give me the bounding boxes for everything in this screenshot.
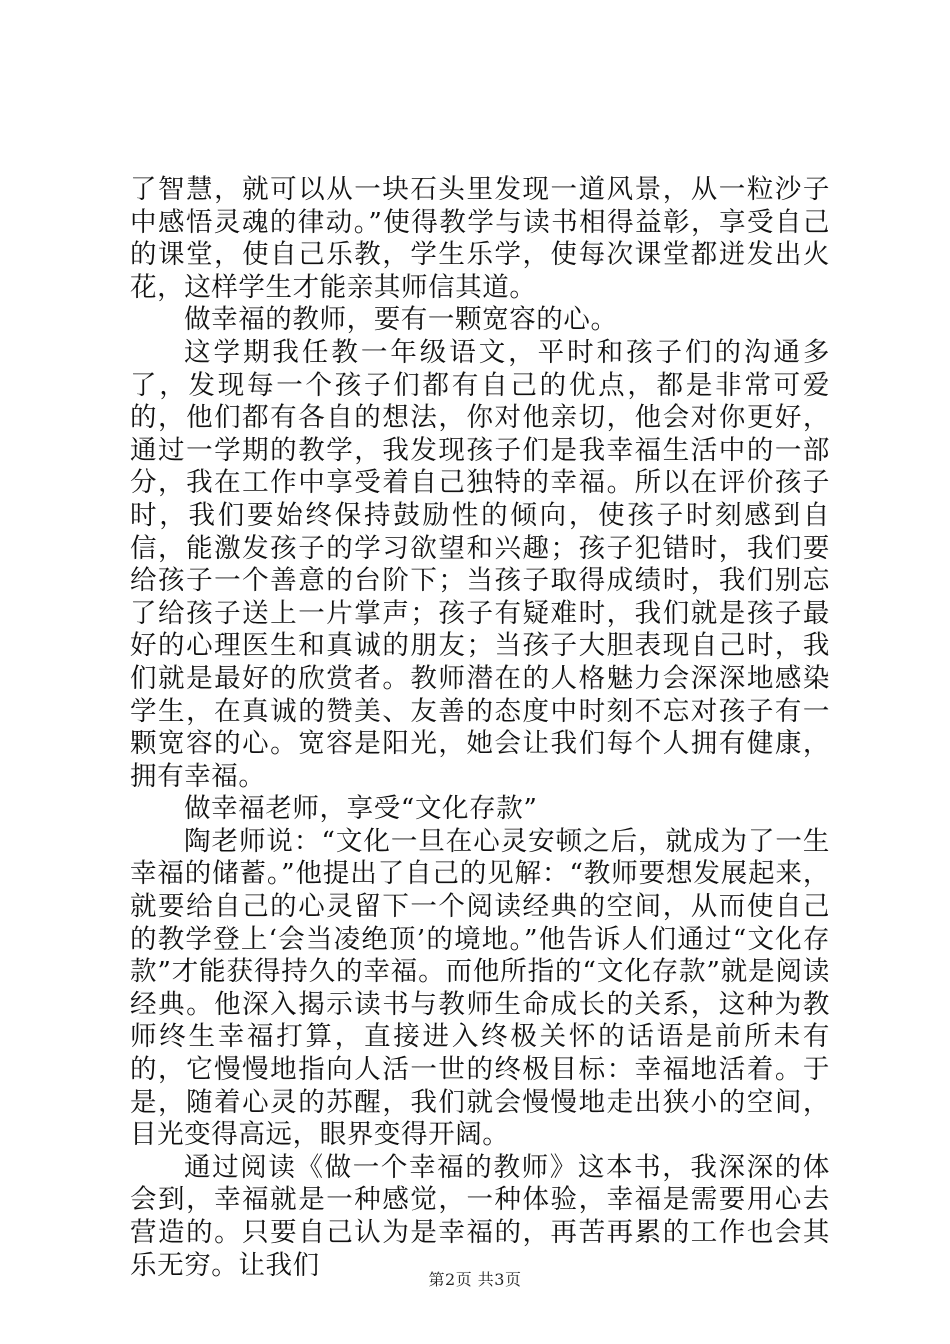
page-number: 第2页 共3页	[428, 1270, 522, 1289]
section-heading-cultural-savings: 做幸福老师，享受“文化存款”	[184, 793, 538, 825]
paragraph-reading-reflection: 通过阅读《做一个幸福的教师》这本书，我深深的体会到，幸福就是一种感觉，一种体验，幸福是需要用心去营造的。只要自己认为是幸福的，再苦再累的工作也会其乐无穷。让我们	[130, 1151, 830, 1281]
document-body	[130, 174, 830, 1282]
page-footer	[0, 1270, 950, 1290]
section-heading-tolerant-heart: 做幸福的教师，要有一颗宽容的心。	[184, 304, 618, 336]
paragraph-continuation: 了智慧，就可以从一块石头里发现一道风景，从一粒沙子中感悟灵魂的律动。”使得教学与读书相得益彰，享受自己的课堂，使自己乐教，学生乐学，使每次课堂都迸发出火花，这样学生才能亲其师信其道。	[130, 174, 830, 303]
paragraph-cultural-savings: 陶老师说：“文化一旦在心灵安顿之后，就成为了一生幸福的储蓄。”他提出了自己的见解：“教师要想发展起来，就要给自己的心灵留下一个阅读经典的空间，从而使自己的教学登上‘会当凌绝顶’的境地。”他告诉人们通过“文化存款”才能获得持久的幸福。而他所指的“文化存款”就是阅读经典。他深入揭示读书与教师生命成长的关系，这种为教师终生幸福打算，直接进入终极关怀的话语是前所未有的，它慢慢地指向人活一世的终极目标：幸福地活着。于是，随着心灵的苏醒，我们就会慢慢地走出狭小的空间，目光变得高远，眼界变得开阔。	[130, 825, 830, 1151]
paragraph-teaching-experience: 这学期我任教一年级语文，平时和孩子们的沟通多了，发现每一个孩子们都有自己的优点，都是非常可爱的，他们都有各自的想法，你对他亲切，他会对你更好，通过一学期的教学，我发现孩子们是我幸福生活中的一部分，我在工作中享受着自己独特的幸福。所以在评价孩子时，我们要始终保持鼓励性的倾向，使孩子时刻感到自信，能激发孩子的学习欲望和兴趣；孩子犯错时，我们要给孩子一个善意的台阶下；当孩子取得成绩时，我们别忘了给孩子送上一片掌声；孩子有疑难时，我们就是孩子最好的心理医生和真诚的朋友；当孩子大胆表现自己时，我们就是最好的欣赏者。教师潜在的人格魅力会深深地感染学生，在真诚的赞美、友善的态度中时刻不忘对孩子有一颗宽容的心。宽容是阳光，她会让我们每个人拥有健康，拥有幸福。	[130, 336, 830, 792]
